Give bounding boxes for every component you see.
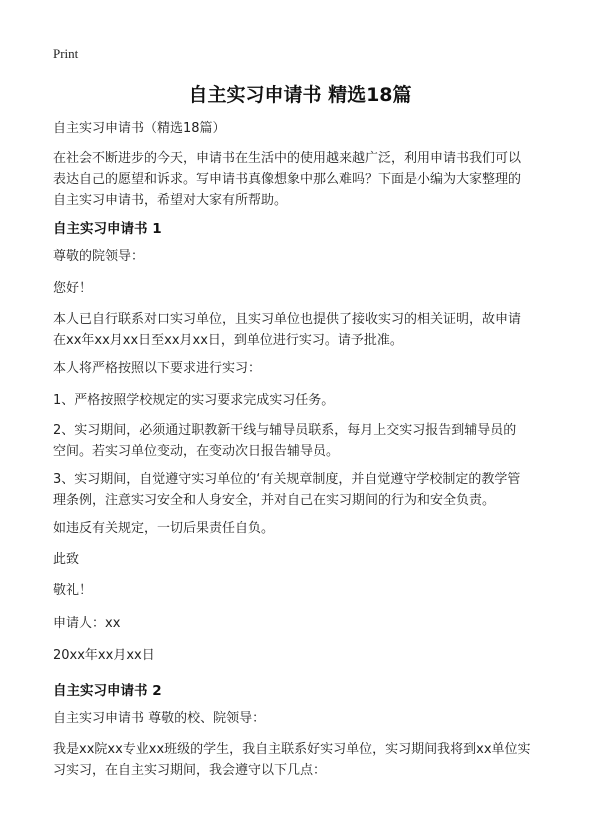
paragraph-line: 本人将严格按照以下要求进行实习：: [53, 361, 262, 376]
paragraph-line: 本人已自行联系对口实习单位，且实习单位也提供了接收实习的相关证明，故申请: [53, 312, 522, 327]
list-item: [53, 469, 553, 511]
list-item-text: 3、实习期间，自觉遵守实习单位的‘有关规章制度，并自觉遵守学校制定的教学管: [53, 472, 521, 487]
closing-text: 此致: [53, 552, 80, 567]
salutation: [53, 246, 553, 267]
date-line: [53, 645, 553, 666]
section2-intro: [53, 708, 553, 729]
intro-line: 表达自己的愿望和诉求。写申请书真像想象中那么难吗？下面是小编为大家整理的: [53, 172, 522, 187]
list-item-text: 空间。若实习单位变动，在变动次日报告辅导员。: [53, 444, 340, 459]
salutation-text: 尊敬的院领导：: [53, 249, 145, 264]
list-item: [53, 420, 553, 462]
section-heading-1: 自主实习申请书 1: [53, 221, 162, 237]
list-item-text: 理条例，注意实习安全和人身安全，并对自己在实习期间的行为和安全负责。: [53, 493, 496, 508]
applicant-line: [53, 613, 553, 634]
list-item: [53, 390, 553, 411]
print-link[interactable]: Print: [53, 46, 79, 61]
paragraph-line: 如违反有关规定，一切后果责任自负。: [53, 521, 275, 536]
greeting-text: 您好！: [53, 281, 93, 296]
date-text: 20xx年xx月xx日: [53, 648, 155, 663]
list-item-text: 1、严格按照学校规定的实习要求完成实习任务。: [53, 393, 335, 408]
paragraph-consequence: [53, 518, 553, 539]
list-item-text: 2、实习期间，必须通过职教新干线与辅导员联系，每月上交实习报告到辅导员的: [53, 423, 517, 438]
subtitle-text: 自主实习申请书（精选18篇）: [53, 121, 226, 136]
section2-paragraph: [53, 739, 553, 781]
closing-jing-li: [53, 580, 553, 601]
paragraph-line: 我是xx院xx专业xx班级的学生，我自主联系好实习单位，实习期间我将到xx单位实: [53, 742, 531, 757]
intro-line: 在社会不断进步的今天，申请书在生活中的使用越来越广泛，利用申请书我们可以: [53, 151, 522, 166]
doc-subtitle: [53, 118, 553, 139]
closing-text: 敬礼！: [53, 583, 93, 598]
paragraph-line: 在xx年xx月xx日至xx月xx日，到单位进行实习。请予批准。: [53, 333, 403, 348]
section-heading-2: 自主实习申请书 2: [53, 683, 162, 699]
page-title: 自主实习申请书 精选18篇: [188, 84, 412, 106]
intro-paragraph: [53, 148, 553, 211]
greeting: [53, 278, 553, 299]
applicant-text: 申请人：xx: [53, 616, 121, 631]
closing-ci-zhi: [53, 549, 553, 570]
paragraph-line: 自主实习申请书 尊敬的校、院领导：: [53, 711, 266, 726]
intro-line: 自主实习申请书，希望对大家有所帮助。: [53, 193, 288, 208]
paragraph-line: 习实习，在自主实习期间，我会遵守以下几点：: [53, 763, 327, 778]
paragraph-requirements: [53, 358, 553, 379]
paragraph-application: [53, 309, 553, 351]
